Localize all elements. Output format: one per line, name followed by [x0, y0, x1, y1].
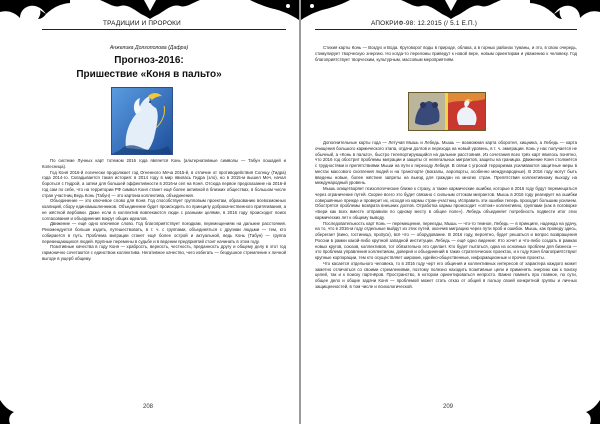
running-head-left: ТРАДИЦИИ И ПРОРОКИ	[103, 20, 181, 27]
corner-ornament-right-inner	[301, 0, 350, 20]
right-page	[301, 0, 600, 424]
left-paragraph: Движение — ещё одно ключевое слово. Год благоприятствует поездкам, перемещениям на дальние расстояния. Рекомендуется больше ездить, путешествовать, в т. ч. с группами, объединяться с другими людьми — тем, кто собирается в путь. Проблема миграции станет ещё более острой и актуальной, ведь Конь (Табун) — группа перемещающихся людей. Крупные перемены в судьбе и в ведении предприятий стоит начинать в этом году.	[42, 221, 286, 244]
right-body-text-bottom	[315, 140, 577, 290]
left-page	[0, 0, 299, 424]
right-paragraph: Стихия карты Конь — Воздух и Вода. Круговорот воды в природе, облака, а в горных районах туманы, и это, в свою очередь, стимулирует творческую энергию. Но когда-то переломы приведут к новой вере, новым ориентирам и уважению к человеку. Год благоприятствует творческим, культурным, массовым мероприятиям.	[315, 45, 577, 62]
left-paragraph: По системе Лунных карт тотемом 2016 года является Конь (альтернативные символы — Табун лошадей и Колесница).	[42, 158, 286, 169]
horse-card-illustration	[112, 88, 172, 154]
bottom-ornament-left	[0, 396, 22, 424]
header-rule-right	[315, 29, 577, 30]
bottom-ornament-right	[578, 396, 600, 424]
mouse-swan-cards-image	[408, 92, 486, 131]
article-title-line1: Прогноз-2016:	[114, 55, 184, 66]
corner-ornament-left	[0, 0, 70, 22]
left-paragraph: Объединение — это ключевое слово для Коня. Год способствует групповым проектам, образованию всевозможных коалиций, сбору единомышленников. Объединение будет происходить по принципу доброкачественного притягивания, а не жёсткой вербовки. Даже если в коллектив вовлекаются люди с разными целями, в 2016 году происходит поиск согласования и объединения вокруг общих идеалов.	[42, 198, 286, 221]
mouse-swan-illustration	[409, 93, 485, 130]
page-number-right: 209	[443, 404, 454, 410]
left-body-text	[42, 158, 286, 262]
top-ornament-left	[100, 0, 200, 20]
article-author: Анжелика Долгополова (Дафра)	[109, 45, 189, 51]
corner-ornament-left-outer	[250, 0, 299, 20]
running-head-right: АПОКРИФ-98: 12.2015 (/ 5.1 Е.П.)	[371, 20, 478, 27]
right-body-text-top	[315, 45, 577, 62]
left-paragraph: Позитивные качества в году Коня — храбрость, верность, честность, преданность другу и общему делу в этот год гармонично сочетаются с единством коллектива. Негативное качество, чего избегать — бездушное стремление к личной выгоде в ущерб общему.	[42, 244, 286, 261]
article-title	[60, 54, 238, 82]
header-rule-left	[42, 29, 286, 30]
horse-card-image	[111, 87, 173, 155]
right-paragraph: Мышь олицетворяет психологические ближе к страху, а также кармические ошибки, которые в 2016 году будут перемещаться через ограничение путей. Скорее всего это будет связано с сильным оттоком мигрантов. Мышь в 2016 году реагирует на ошибки совершённые прежде и проверит их, исходя из кармы стран-участниц. Исправить эти ошибки теперь проходит большим усилием. Обострятся проблемы возврата внешних долгов. Отработка кармы происходит «оптом» коллективно, группами (как в поговорке «Бери как всех вместе отправили по одному месту в общее поле»). Лебедь объединяет потребность подвести итог этих кармических лет к общему выводу.	[315, 186, 577, 220]
article-title-line2: Пришествие «Коня в пальто»	[76, 69, 222, 80]
page-number-left: 208	[143, 404, 154, 410]
right-paragraph: Дополнительные карты года — Летучая Мышь и Лебедь. Мышь — возможная карта оборотня, хищника, а Лебедь — карта очищения большого кармического этапа, отдачи долгов и перехода на новый уровень, в т. ч. эмиграции. Конь у нас получается не обычный, а «Конь в пальто», быстро телепортирующийся на дальние расстояния. Из сочетания всех трёх карт явилось понятно, что 2016 год обострит проблемы миграции и защиты от нелегальных мигрантов, защиты на границах. Движение Коня столкнётся с трудностями и препятствиями Мыши на пути к переходу Лебедя. В связи с угрозой терроризма усиливаются защитные меры в местах массового скопления людей и на транспорте (вокзалы, аэропорты, особенно международные). В 2016 году могут быть введены новые, более жёсткие запреты на выезд для граждан из многих стран. Препятствия коллективному выходу на международный уровень.	[315, 140, 577, 186]
corner-ornament-right	[530, 0, 600, 22]
top-ornament-right	[401, 0, 501, 20]
right-paragraph: Что касается отдельного человека, то в 2016 году черт его общения и коллективных интересов от характера каждого может заметно отличаться со своими стремлениями, поэтому полезно находить позитивные цели и применять энергию как к поиску целей, так и к поиску партнёров. Пространство, в котором ориентироваться непросто. Важно помнить про главное, по сути, общее дело и общие задачи Коня — проблемой может стать отказ от общей в пользу своей конкретной группы и личных защищенностей, в том числе и психологической.	[315, 260, 577, 289]
left-paragraph: Год Коня 2016-й логически продолжает год Огненного Меча 2015-й, в отличие от противодействия Солнцу (Гидрa) года 2014-го. Складывается такая история: в 2014 году в мир явилась Гидра (зло), но в 2015-м вышел Меч, начал бороться с Гидрой, а затем для большей эффективности в 2016-м сел на Коня. Отсюда первое предсказание на 2016-й год сам по себе, что на территории РФ символ Коня станет ещё более активной в близких обществах, в большом числе стран участниц Ведь Конь (Табун) — это картина коллектива, объединения.	[42, 169, 286, 198]
right-paragraph: Последовательность карт Конь — перемещение, переезды, Мышь — что-то темное, Лебедь — в принципе, надежда на удачу, на то, что в 2016-м году отдельные выйдут из этих путей, окончив миграцию через пути проб и ошибок. Мышь, как проведу здесь, оберегает (вино, гостиница, пропуск), всё что — оборудование. В 2016 году, вероятно, будет решаться и вопрос возвращения России в рамки какой-либо крупной западной институции. Лебедь — ещё одно видение: Кто хочет и что-либо создать в рамках новых кругов, союзов, коллективов, тот обязательно это сделает. Кто будет пытаться, одна из основных проблем для бизнеса — это проблема управления коллективом, доверия и объединений в таких стратегических проектах, и к году Коня благоприятствуют крупные корпорации, тем кто осуществляет широкие, идейно-общественные, информационные и прочие проекты.	[315, 220, 577, 260]
